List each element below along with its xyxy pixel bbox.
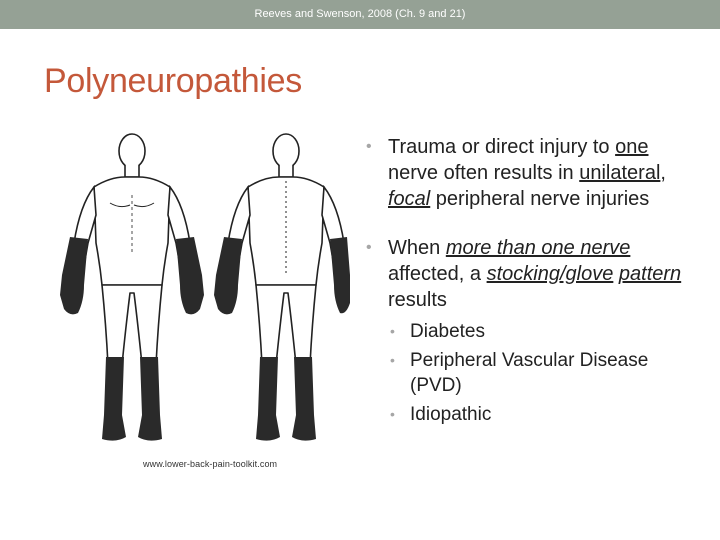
citation: Reeves and Swenson, 2008 (Ch. 9 and 21): [254, 8, 466, 20]
image-credit: www.lower-back-pain-toolkit.com: [143, 459, 278, 469]
sub-bullet-marker: •: [390, 352, 395, 368]
bullet-2-text: When more than one nerve affected, a stocking/glove pattern results: [388, 237, 682, 311]
bullet-1: [360, 134, 690, 212]
sub-bullet-idiopathic: • Idiopathic: [390, 404, 492, 425]
body-diagram: [50, 125, 350, 470]
bullet-1-text: Trauma or direct injury to one nerve often results in unilateral, focal peripheral nerve injuries: [388, 136, 666, 210]
bullet-marker: •: [366, 138, 372, 155]
bullet-list: [360, 134, 690, 427]
slide-title: Polyneuropathies: [44, 62, 302, 100]
sub-bullet-diabetes: • Diabetes: [390, 321, 485, 342]
bullet-2: [360, 235, 690, 313]
top-bar: [0, 0, 720, 29]
sub-bullet-marker: •: [390, 323, 395, 339]
bullet-marker: •: [366, 239, 372, 256]
stocking-glove-illustration: [50, 125, 350, 470]
sub-bullet-pvd: • Peripheral Vascular Disease (PVD): [390, 350, 649, 396]
front-figure: [94, 134, 170, 365]
back-figure: [248, 134, 324, 365]
sub-bullet-marker: •: [390, 406, 395, 422]
